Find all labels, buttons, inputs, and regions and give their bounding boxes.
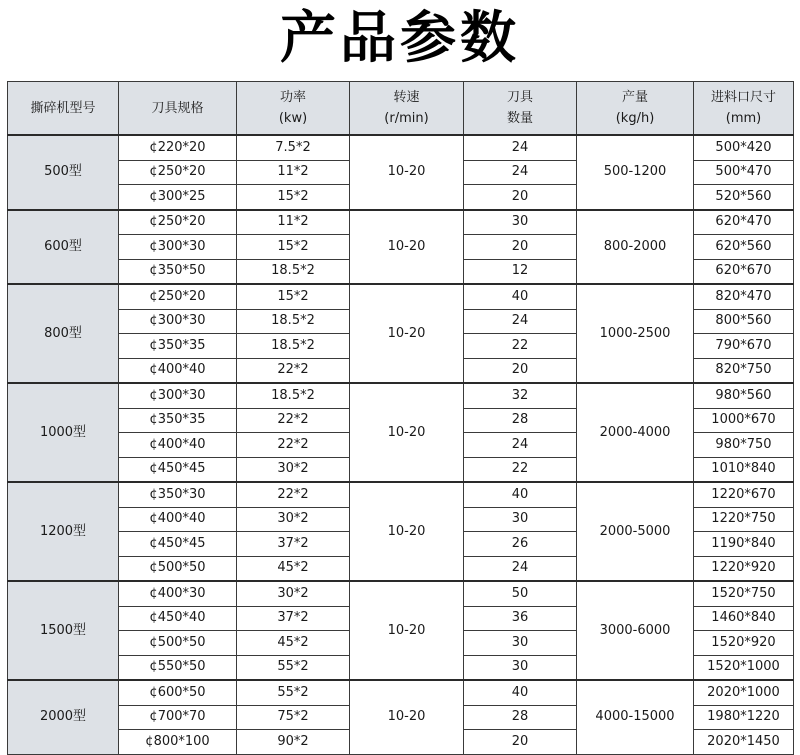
power-cell: 15*2 — [237, 185, 350, 210]
speed-cell: 10-20 — [350, 135, 464, 210]
inlet-size-cell: 980*560 — [694, 383, 794, 408]
power-cell: 7.5*2 — [237, 135, 350, 160]
blade-qty-cell: 28 — [464, 705, 577, 730]
blade-spec-cell: ¢400*30 — [119, 581, 237, 606]
blade-spec-cell: ¢220*20 — [119, 135, 237, 160]
table-row — [8, 581, 794, 606]
inlet-size-cell: 500*470 — [694, 160, 794, 185]
inlet-size-cell: 1220*920 — [694, 556, 794, 581]
blade-qty-cell: 30 — [464, 655, 577, 680]
model-cell: 2000型 — [8, 680, 119, 754]
power-cell: 90*2 — [237, 730, 350, 755]
header-power: 功率 (kw) — [237, 82, 350, 136]
blade-spec-cell: ¢350*35 — [119, 334, 237, 359]
header-inlet-size: 进料口尺寸 (mm) — [694, 82, 794, 136]
power-cell: 18.5*2 — [237, 383, 350, 408]
model-cell: 500型 — [8, 135, 119, 210]
blade-spec-cell: ¢600*50 — [119, 680, 237, 705]
inlet-size-cell: 1520*750 — [694, 581, 794, 606]
output-cell: 1000-2500 — [577, 284, 694, 383]
blade-spec-cell: ¢300*30 — [119, 383, 237, 408]
power-cell: 55*2 — [237, 680, 350, 705]
inlet-size-cell: 1000*670 — [694, 408, 794, 433]
inlet-size-cell: 1980*1220 — [694, 705, 794, 730]
blade-qty-cell: 32 — [464, 383, 577, 408]
blade-qty-cell: 22 — [464, 334, 577, 359]
blade-qty-cell: 20 — [464, 730, 577, 755]
header-speed: 转速 (r/min) — [350, 82, 464, 136]
speed-cell: 10-20 — [350, 680, 464, 754]
power-cell: 18.5*2 — [237, 309, 350, 334]
speed-cell: 10-20 — [350, 210, 464, 285]
blade-spec-cell: ¢350*30 — [119, 482, 237, 507]
inlet-size-cell: 1220*670 — [694, 482, 794, 507]
blade-spec-cell: ¢300*30 — [119, 235, 237, 260]
speed-cell: 10-20 — [350, 581, 464, 680]
blade-spec-cell: ¢500*50 — [119, 631, 237, 656]
blade-qty-cell: 20 — [464, 185, 577, 210]
power-cell: 45*2 — [237, 556, 350, 581]
inlet-size-cell: 800*560 — [694, 309, 794, 334]
inlet-size-cell: 1190*840 — [694, 532, 794, 557]
inlet-size-cell: 620*560 — [694, 235, 794, 260]
speed-cell: 10-20 — [350, 482, 464, 581]
output-cell: 2000-4000 — [577, 383, 694, 482]
blade-spec-cell: ¢550*50 — [119, 655, 237, 680]
table-row — [8, 135, 794, 160]
blade-qty-cell: 20 — [464, 235, 577, 260]
blade-qty-cell: 30 — [464, 210, 577, 235]
power-cell: 15*2 — [237, 235, 350, 260]
model-cell: 1000型 — [8, 383, 119, 482]
blade-spec-cell: ¢350*35 — [119, 408, 237, 433]
blade-spec-cell: ¢300*30 — [119, 309, 237, 334]
header-model: 撕碎机型号 — [8, 82, 119, 136]
blade-qty-cell: 26 — [464, 532, 577, 557]
power-cell: 37*2 — [237, 606, 350, 631]
table-row — [8, 210, 794, 235]
speed-cell: 10-20 — [350, 383, 464, 482]
table-body — [8, 135, 794, 754]
table-row — [8, 680, 794, 705]
model-cell: 800型 — [8, 284, 119, 383]
power-cell: 22*2 — [237, 408, 350, 433]
blade-qty-cell: 50 — [464, 581, 577, 606]
inlet-size-cell: 2020*1450 — [694, 730, 794, 755]
blade-spec-cell: ¢350*50 — [119, 259, 237, 284]
power-cell: 18.5*2 — [237, 259, 350, 284]
inlet-size-cell: 1460*840 — [694, 606, 794, 631]
speed-cell: 10-20 — [350, 284, 464, 383]
inlet-size-cell: 1520*1000 — [694, 655, 794, 680]
blade-qty-cell: 24 — [464, 160, 577, 185]
table-header-row — [8, 82, 794, 136]
inlet-size-cell: 790*670 — [694, 334, 794, 359]
inlet-size-cell: 980*750 — [694, 433, 794, 458]
blade-spec-cell: ¢700*70 — [119, 705, 237, 730]
blade-spec-cell: ¢400*40 — [119, 358, 237, 383]
blade-qty-cell: 24 — [464, 309, 577, 334]
header-output: 产量 (kg/h) — [577, 82, 694, 136]
power-cell: 22*2 — [237, 482, 350, 507]
power-cell: 11*2 — [237, 210, 350, 235]
output-cell: 4000-15000 — [577, 680, 694, 754]
inlet-size-cell: 1220*750 — [694, 507, 794, 532]
blade-qty-cell: 30 — [464, 631, 577, 656]
output-cell: 2000-5000 — [577, 482, 694, 581]
blade-qty-cell: 40 — [464, 482, 577, 507]
blade-qty-cell: 28 — [464, 408, 577, 433]
power-cell: 18.5*2 — [237, 334, 350, 359]
product-spec-table — [7, 81, 794, 755]
power-cell: 22*2 — [237, 358, 350, 383]
blade-spec-cell: ¢300*25 — [119, 185, 237, 210]
model-cell: 1500型 — [8, 581, 119, 680]
power-cell: 37*2 — [237, 532, 350, 557]
blade-spec-cell: ¢250*20 — [119, 210, 237, 235]
table-row — [8, 284, 794, 309]
blade-qty-cell: 36 — [464, 606, 577, 631]
blade-spec-cell: ¢500*50 — [119, 556, 237, 581]
inlet-size-cell: 620*470 — [694, 210, 794, 235]
model-cell: 1200型 — [8, 482, 119, 581]
blade-qty-cell: 24 — [464, 433, 577, 458]
output-cell: 500-1200 — [577, 135, 694, 210]
inlet-size-cell: 520*560 — [694, 185, 794, 210]
blade-spec-cell: ¢400*40 — [119, 433, 237, 458]
power-cell: 11*2 — [237, 160, 350, 185]
inlet-size-cell: 1010*840 — [694, 457, 794, 482]
blade-qty-cell: 12 — [464, 259, 577, 284]
blade-qty-cell: 30 — [464, 507, 577, 532]
inlet-size-cell: 820*470 — [694, 284, 794, 309]
inlet-size-cell: 1520*920 — [694, 631, 794, 656]
blade-qty-cell: 40 — [464, 680, 577, 705]
power-cell: 75*2 — [237, 705, 350, 730]
blade-spec-cell: ¢800*100 — [119, 730, 237, 755]
blade-spec-cell: ¢450*40 — [119, 606, 237, 631]
blade-spec-cell: ¢450*45 — [119, 532, 237, 557]
blade-qty-cell: 20 — [464, 358, 577, 383]
blade-qty-cell: 40 — [464, 284, 577, 309]
blade-qty-cell: 24 — [464, 135, 577, 160]
blade-spec-cell: ¢250*20 — [119, 284, 237, 309]
inlet-size-cell: 820*750 — [694, 358, 794, 383]
power-cell: 22*2 — [237, 433, 350, 458]
inlet-size-cell: 500*420 — [694, 135, 794, 160]
power-cell: 55*2 — [237, 655, 350, 680]
power-cell: 45*2 — [237, 631, 350, 656]
header-blade-spec: 刀具规格 — [119, 82, 237, 136]
page-title: 产品参数 — [280, 6, 520, 71]
header-blade-qty: 刀具 数量 — [464, 82, 577, 136]
inlet-size-cell: 2020*1000 — [694, 680, 794, 705]
power-cell: 15*2 — [237, 284, 350, 309]
table-row — [8, 482, 794, 507]
blade-qty-cell: 22 — [464, 457, 577, 482]
power-cell: 30*2 — [237, 581, 350, 606]
power-cell: 30*2 — [237, 457, 350, 482]
power-cell: 30*2 — [237, 507, 350, 532]
output-cell: 3000-6000 — [577, 581, 694, 680]
table-row — [8, 383, 794, 408]
blade-spec-cell: ¢400*40 — [119, 507, 237, 532]
output-cell: 800-2000 — [577, 210, 694, 285]
blade-spec-cell: ¢450*45 — [119, 457, 237, 482]
model-cell: 600型 — [8, 210, 119, 285]
blade-qty-cell: 24 — [464, 556, 577, 581]
inlet-size-cell: 620*670 — [694, 259, 794, 284]
blade-spec-cell: ¢250*20 — [119, 160, 237, 185]
